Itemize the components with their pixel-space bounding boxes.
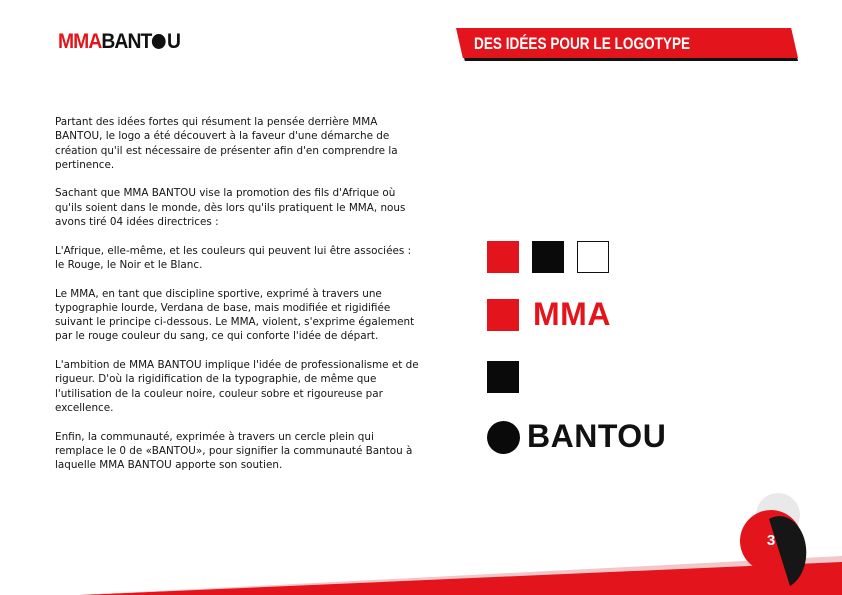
logo-mma: MMA [58, 30, 102, 53]
community-circle-icon [487, 421, 520, 454]
logo-u: U [167, 30, 181, 53]
paragraph: Le MMA, en tant que discipline sportive, exprimé à travers une typographie lourde, Verdana de base, mais modifiée et rigidifiée suivant le principe ci-dessous. Le MMA, violent, s'exprime également par le rouge couleur du sang, ce qui conforte l'idée de départ. [55, 287, 415, 343]
logo-bant: BANT [101, 30, 152, 53]
red-color-swatch [487, 241, 519, 273]
white-color-swatch [577, 241, 609, 273]
body-text [55, 115, 420, 487]
page-title: DES IDÉES POUR LE LOGOTYPE [474, 34, 691, 53]
logo-circle-icon [152, 34, 166, 49]
red-square-icon [487, 299, 519, 331]
bantou-wordmark: BANTOU [527, 418, 667, 454]
paragraph: Enfin, la communauté, exprimée à travers un cercle plein qui remplace le 0 de «BANTOU», pour signifier la communauté Bantou à laquelle MMA BANTOU apporte son soutien. [55, 430, 413, 472]
black-square-icon [487, 361, 519, 393]
brand-logo [58, 30, 180, 54]
paragraph: L'ambition de MMA BANTOU implique l'idée de professionalisme et de rigueur. D'où la rigidification de la typographie, de même que l'utilisation de la couleur noire, couleur sobre et rigoureuse par excellence. [55, 359, 419, 414]
mma-wordmark: MMA [533, 296, 611, 332]
paragraph: Partant des idées fortes qui résument la pensée derrière MMA BANTOU, le logo a été découvert à la faveur d'une démarche de création qu'il est nécessaire de présenter afin d'en comprendre la pertinence. [55, 116, 398, 171]
black-color-swatch [532, 241, 564, 273]
paragraph: L'Afrique, elle-même, et les couleurs qui peuvent lui être associées : le Rouge, le Noir et le Blanc. [55, 244, 412, 271]
page-number: 3 [766, 532, 776, 549]
paragraph: Sachant que MMA BANTOU vise la promotion des fils d'Afrique où qu'ils soient dans le monde, dès lors qu'ils pratiquent le MMA, nous avons tiré 04 idées directrices : [55, 187, 406, 229]
